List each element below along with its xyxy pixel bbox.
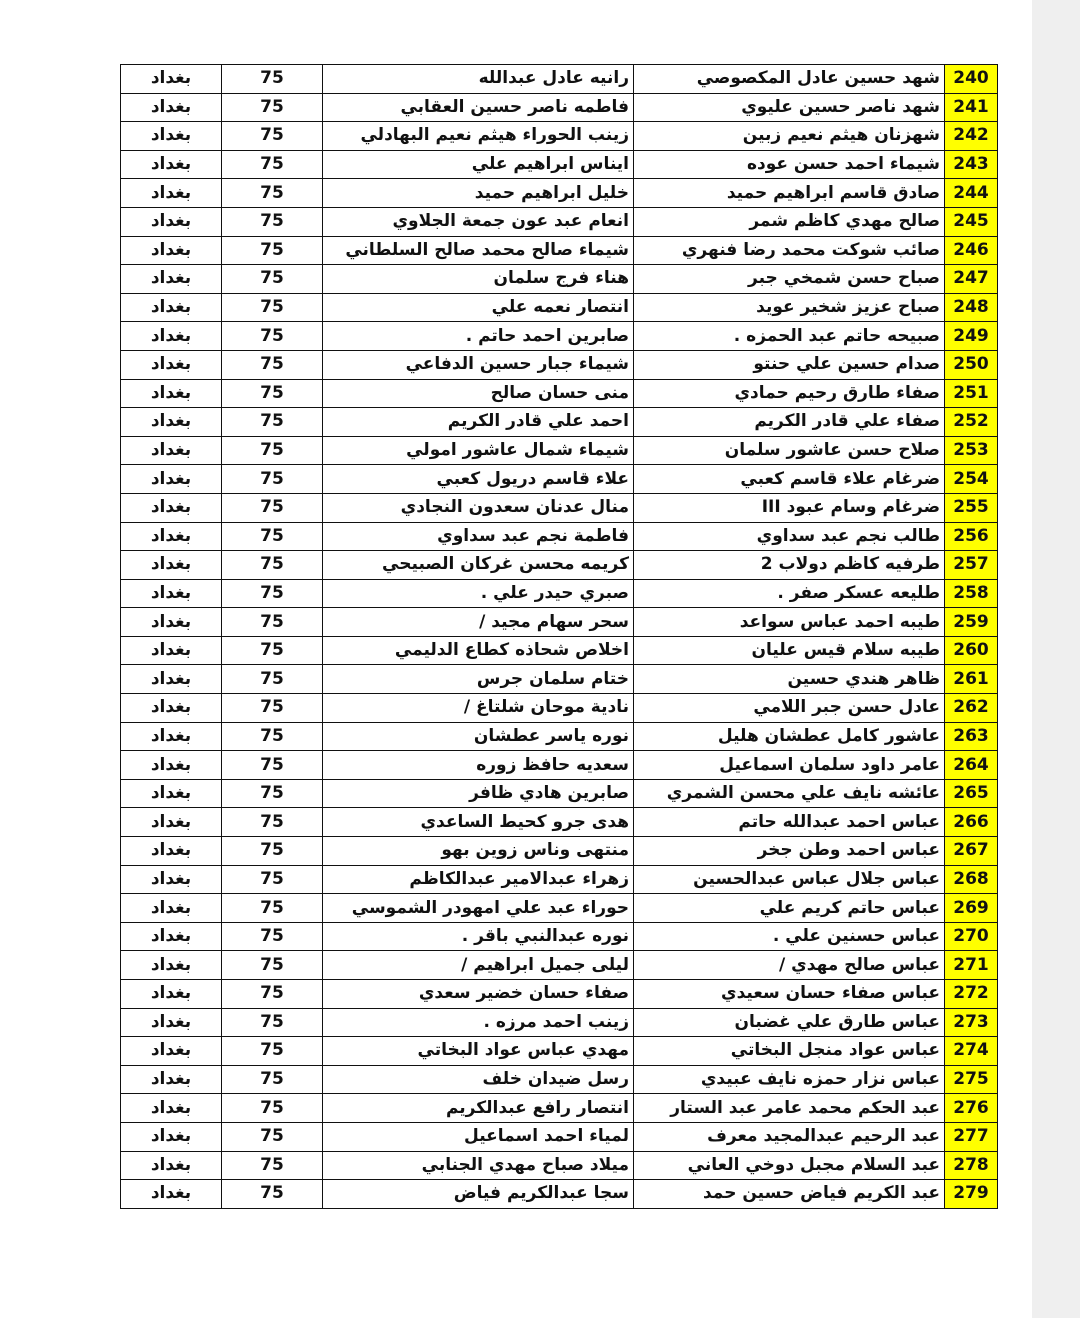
cell-primary-name: عباس حاتم كريم علي — [634, 894, 945, 923]
cell-city: بغداد — [121, 922, 222, 951]
table-row — [121, 207, 998, 236]
cell-city: بغداد — [121, 1037, 222, 1066]
cell-row-number: 273 — [945, 1008, 998, 1037]
table-row — [121, 779, 998, 808]
cell-city: بغداد — [121, 951, 222, 980]
cell-score: 75 — [222, 980, 323, 1009]
table-row — [121, 1037, 998, 1066]
cell-row-number: 253 — [945, 436, 998, 465]
cell-row-number: 266 — [945, 808, 998, 837]
cell-secondary-name: انتصار رافع عبدالكريم — [323, 1094, 634, 1123]
cell-city: بغداد — [121, 551, 222, 580]
cell-score: 75 — [222, 837, 323, 866]
cell-secondary-name: شيماء صالح محمد صالح السلطاني — [323, 236, 634, 265]
cell-city: بغداد — [121, 1094, 222, 1123]
table-row — [121, 293, 998, 322]
cell-primary-name: صفاء علي قادر الكريم — [634, 408, 945, 437]
cell-secondary-name: ليلى جميل ابراهيم / — [323, 951, 634, 980]
cell-city: بغداد — [121, 1008, 222, 1037]
cell-city: بغداد — [121, 522, 222, 551]
cell-score: 75 — [222, 1094, 323, 1123]
cell-score: 75 — [222, 493, 323, 522]
cell-city: بغداد — [121, 93, 222, 122]
cell-primary-name: عباس نزار حمزه نايف عبيدي — [634, 1065, 945, 1094]
cell-row-number: 263 — [945, 722, 998, 751]
cell-city: بغداد — [121, 694, 222, 723]
cell-secondary-name: زينب احمد مرزه . — [323, 1008, 634, 1037]
cell-score: 75 — [222, 1151, 323, 1180]
cell-score: 75 — [222, 722, 323, 751]
table-row — [121, 93, 998, 122]
cell-city: بغداد — [121, 808, 222, 837]
cell-secondary-name: صابرين هادي ظافر — [323, 779, 634, 808]
cell-row-number: 271 — [945, 951, 998, 980]
cell-row-number: 255 — [945, 493, 998, 522]
cell-primary-name: صباح حسن شمخي جبر — [634, 265, 945, 294]
cell-city: بغداد — [121, 636, 222, 665]
cell-score: 75 — [222, 236, 323, 265]
cell-primary-name: صادق قاسم ابراهيم حميد — [634, 179, 945, 208]
cell-city: بغداد — [121, 779, 222, 808]
cell-primary-name: عبد الكريم فياض حسين حمد — [634, 1180, 945, 1209]
cell-secondary-name: فاطمه ناصر حسين العقابي — [323, 93, 634, 122]
cell-secondary-name: انتصار نعمه علي — [323, 293, 634, 322]
cell-primary-name: شهد ناصر حسين عليوي — [634, 93, 945, 122]
cell-city: بغداد — [121, 293, 222, 322]
cell-score: 75 — [222, 150, 323, 179]
cell-row-number: 276 — [945, 1094, 998, 1123]
table-body — [121, 65, 998, 1209]
cell-score: 75 — [222, 808, 323, 837]
cell-secondary-name: سجا عبدالكريم فياض — [323, 1180, 634, 1209]
cell-primary-name: عباس احمد وطن جخر — [634, 837, 945, 866]
table-row — [121, 408, 998, 437]
cell-score: 75 — [222, 265, 323, 294]
table-row — [121, 894, 998, 923]
cell-primary-name: ظاهر هندي حسين — [634, 665, 945, 694]
cell-row-number: 246 — [945, 236, 998, 265]
table-row — [121, 350, 998, 379]
cell-secondary-name: سحر سهام مجيد / — [323, 608, 634, 637]
cell-primary-name: عائشه نايف علي محسن الشمري — [634, 779, 945, 808]
cell-city: بغداد — [121, 722, 222, 751]
cell-primary-name: عباس عواد منجل البخاتي — [634, 1037, 945, 1066]
results-table — [120, 64, 998, 1209]
cell-primary-name: عباس احمد عبدالله حاتم — [634, 808, 945, 837]
cell-score: 75 — [222, 1065, 323, 1094]
cell-score: 75 — [222, 436, 323, 465]
table-row — [121, 1008, 998, 1037]
cell-secondary-name: شيماء جبار حسين الدفاعي — [323, 350, 634, 379]
table-row — [121, 980, 998, 1009]
table-row — [121, 265, 998, 294]
cell-secondary-name: هناء فرج سلمان — [323, 265, 634, 294]
cell-row-number: 257 — [945, 551, 998, 580]
cell-city: بغداد — [121, 465, 222, 494]
cell-primary-name: عباس طارق علي غضبان — [634, 1008, 945, 1037]
cell-score: 75 — [222, 779, 323, 808]
cell-secondary-name: زينب الحوراء هيثم نعيم البهادلي — [323, 122, 634, 151]
table-row — [121, 122, 998, 151]
cell-row-number: 274 — [945, 1037, 998, 1066]
cell-primary-name: عادل حسن جبر اللامي — [634, 694, 945, 723]
cell-secondary-name: نوره ياسر عطشان — [323, 722, 634, 751]
table-row — [121, 551, 998, 580]
cell-row-number: 254 — [945, 465, 998, 494]
cell-city: بغداد — [121, 122, 222, 151]
cell-primary-name: عامر داود سلمان اسماعيل — [634, 751, 945, 780]
cell-city: بغداد — [121, 379, 222, 408]
cell-row-number: 272 — [945, 980, 998, 1009]
cell-row-number: 259 — [945, 608, 998, 637]
cell-city: بغداد — [121, 408, 222, 437]
cell-secondary-name: ختام سلمان جرس — [323, 665, 634, 694]
results-sheet — [120, 64, 989, 1209]
cell-row-number: 277 — [945, 1122, 998, 1151]
cell-primary-name: صالح مهدي كاظم شمر — [634, 207, 945, 236]
table-row — [121, 1065, 998, 1094]
cell-primary-name: شهد حسين عادل المكصوصي — [634, 65, 945, 94]
cell-row-number: 241 — [945, 93, 998, 122]
cell-secondary-name: منال عدنان سعدون النجادي — [323, 493, 634, 522]
cell-score: 75 — [222, 93, 323, 122]
cell-row-number: 275 — [945, 1065, 998, 1094]
cell-score: 75 — [222, 1180, 323, 1209]
cell-primary-name: شيماء احمد حسن عوده — [634, 150, 945, 179]
cell-secondary-name: احمد علي قادر الكريم — [323, 408, 634, 437]
table-row — [121, 236, 998, 265]
cell-city: بغداد — [121, 436, 222, 465]
table-row — [121, 1094, 998, 1123]
table-row — [121, 65, 998, 94]
cell-primary-name: صبيحه حاتم عبد الحمزه . — [634, 322, 945, 351]
cell-score: 75 — [222, 579, 323, 608]
cell-secondary-name: صبري حيدر علي . — [323, 579, 634, 608]
cell-secondary-name: انعام عبد عون جمعة الجلاوي — [323, 207, 634, 236]
cell-row-number: 270 — [945, 922, 998, 951]
cell-secondary-name: مهدي عباس عواد البخاتي — [323, 1037, 634, 1066]
cell-secondary-name: منى حسان صالح — [323, 379, 634, 408]
cell-secondary-name: خليل ابراهيم حميد — [323, 179, 634, 208]
cell-score: 75 — [222, 894, 323, 923]
cell-city: بغداد — [121, 751, 222, 780]
cell-city: بغداد — [121, 865, 222, 894]
cell-secondary-name: صفاء حسان خضير سعدي — [323, 980, 634, 1009]
table-row — [121, 951, 998, 980]
cell-row-number: 243 — [945, 150, 998, 179]
cell-score: 75 — [222, 751, 323, 780]
cell-primary-name: طيبه سلام قيس عليان — [634, 636, 945, 665]
cell-primary-name: ضرغام وسام عبود III — [634, 493, 945, 522]
cell-row-number: 244 — [945, 179, 998, 208]
cell-primary-name: عبد الحكم محمد عامر عبد الستار — [634, 1094, 945, 1123]
cell-row-number: 262 — [945, 694, 998, 723]
cell-row-number: 267 — [945, 837, 998, 866]
cell-secondary-name: سعديه حافظ زوره — [323, 751, 634, 780]
cell-city: بغداد — [121, 665, 222, 694]
cell-score: 75 — [222, 608, 323, 637]
cell-row-number: 250 — [945, 350, 998, 379]
table-row — [121, 322, 998, 351]
cell-primary-name: شهزنان هيثم نعيم زبين — [634, 122, 945, 151]
cell-city: بغداد — [121, 179, 222, 208]
cell-row-number: 261 — [945, 665, 998, 694]
cell-city: بغداد — [121, 894, 222, 923]
cell-city: بغداد — [121, 322, 222, 351]
cell-city: بغداد — [121, 493, 222, 522]
cell-row-number: 251 — [945, 379, 998, 408]
cell-city: بغداد — [121, 350, 222, 379]
cell-secondary-name: نادية موحان شلتاغ / — [323, 694, 634, 723]
table-row — [121, 522, 998, 551]
cell-score: 75 — [222, 465, 323, 494]
cell-score: 75 — [222, 865, 323, 894]
cell-row-number: 256 — [945, 522, 998, 551]
cell-primary-name: عباس صالح مهدي / — [634, 951, 945, 980]
cell-city: بغداد — [121, 265, 222, 294]
cell-score: 75 — [222, 1122, 323, 1151]
table-row — [121, 722, 998, 751]
cell-primary-name: صلاح حسن عاشور سلمان — [634, 436, 945, 465]
table-row — [121, 1122, 998, 1151]
cell-score: 75 — [222, 694, 323, 723]
cell-primary-name: عاشور كامل عطشان هليل — [634, 722, 945, 751]
cell-primary-name: صباح عزيز شخير عويد — [634, 293, 945, 322]
cell-secondary-name: لمياء احمد اسماعيل — [323, 1122, 634, 1151]
cell-score: 75 — [222, 408, 323, 437]
cell-row-number: 268 — [945, 865, 998, 894]
cell-city: بغداد — [121, 1065, 222, 1094]
table-row — [121, 579, 998, 608]
table-row — [121, 808, 998, 837]
table-row — [121, 1151, 998, 1180]
cell-score: 75 — [222, 293, 323, 322]
cell-row-number: 247 — [945, 265, 998, 294]
cell-city: بغداد — [121, 1122, 222, 1151]
cell-primary-name: عباس حسنين علي . — [634, 922, 945, 951]
cell-row-number: 252 — [945, 408, 998, 437]
cell-score: 75 — [222, 122, 323, 151]
cell-city: بغداد — [121, 608, 222, 637]
cell-primary-name: طرفيه كاظم دولاب 2 — [634, 551, 945, 580]
cell-secondary-name: ميلاد صباح مهدي الجنابي — [323, 1151, 634, 1180]
cell-city: بغداد — [121, 207, 222, 236]
cell-secondary-name: رسل ضيدان خلف — [323, 1065, 634, 1094]
cell-row-number: 269 — [945, 894, 998, 923]
table-row — [121, 493, 998, 522]
cell-primary-name: عبد السلام مجبل دوخي العاني — [634, 1151, 945, 1180]
cell-primary-name: صائب شوكت محمد رضا فنهري — [634, 236, 945, 265]
cell-secondary-name: كريمه محسن غركان الصبيحي — [323, 551, 634, 580]
cell-row-number: 279 — [945, 1180, 998, 1209]
cell-score: 75 — [222, 551, 323, 580]
cell-row-number: 249 — [945, 322, 998, 351]
cell-secondary-name: زهراء عبدالامير عبدالكاظم — [323, 865, 634, 894]
cell-row-number: 265 — [945, 779, 998, 808]
cell-primary-name: طليعه عسكر صفر . — [634, 579, 945, 608]
table-row — [121, 751, 998, 780]
table-row — [121, 379, 998, 408]
cell-row-number: 264 — [945, 751, 998, 780]
cell-row-number: 260 — [945, 636, 998, 665]
table-row — [121, 665, 998, 694]
cell-secondary-name: ايناس ابراهيم علي — [323, 150, 634, 179]
table-row — [121, 179, 998, 208]
cell-primary-name: طيبه احمد عباس سواعد — [634, 608, 945, 637]
cell-city: بغداد — [121, 1180, 222, 1209]
cell-secondary-name: فاطمة نجم عبد سداوي — [323, 522, 634, 551]
table-row — [121, 465, 998, 494]
cell-secondary-name: شيماء شمال عاشور امولي — [323, 436, 634, 465]
table-row — [121, 837, 998, 866]
cell-city: بغداد — [121, 65, 222, 94]
table-row — [121, 636, 998, 665]
cell-primary-name: عباس صفاء حسان سعيدي — [634, 980, 945, 1009]
cell-row-number: 245 — [945, 207, 998, 236]
cell-score: 75 — [222, 522, 323, 551]
cell-score: 75 — [222, 322, 323, 351]
cell-row-number: 240 — [945, 65, 998, 94]
cell-secondary-name: هدى جرو كحيط الساعدي — [323, 808, 634, 837]
cell-score: 75 — [222, 179, 323, 208]
table-row — [121, 608, 998, 637]
cell-row-number: 248 — [945, 293, 998, 322]
cell-primary-name: عباس جلال عباس عبدالحسين — [634, 865, 945, 894]
cell-primary-name: عبد الرحيم عبدالمجيد معرف — [634, 1122, 945, 1151]
cell-city: بغداد — [121, 1151, 222, 1180]
cell-score: 75 — [222, 207, 323, 236]
cell-score: 75 — [222, 65, 323, 94]
page-margin-strip — [1032, 0, 1080, 1318]
cell-primary-name: طالب نجم عبد سداوي — [634, 522, 945, 551]
cell-secondary-name: نوره عبدالنبي باقر . — [323, 922, 634, 951]
cell-score: 75 — [222, 922, 323, 951]
cell-city: بغداد — [121, 150, 222, 179]
cell-score: 75 — [222, 636, 323, 665]
cell-score: 75 — [222, 1008, 323, 1037]
cell-primary-name: صفاء طارق رحيم حمادي — [634, 379, 945, 408]
cell-secondary-name: منتهى وناس زوين بهو — [323, 837, 634, 866]
table-row — [121, 922, 998, 951]
cell-row-number: 258 — [945, 579, 998, 608]
cell-score: 75 — [222, 951, 323, 980]
cell-row-number: 242 — [945, 122, 998, 151]
cell-secondary-name: صابرين احمد حاتم . — [323, 322, 634, 351]
cell-score: 75 — [222, 1037, 323, 1066]
cell-secondary-name: حوراء عبد علي امهودر الشموسي — [323, 894, 634, 923]
cell-secondary-name: علاء قاسم دريول كعبي — [323, 465, 634, 494]
cell-city: بغداد — [121, 236, 222, 265]
cell-primary-name: صدام حسين علي حنتو — [634, 350, 945, 379]
cell-score: 75 — [222, 665, 323, 694]
cell-city: بغداد — [121, 837, 222, 866]
table-row — [121, 436, 998, 465]
cell-primary-name: ضرغام علاء قاسم كعبي — [634, 465, 945, 494]
cell-city: بغداد — [121, 579, 222, 608]
table-row — [121, 150, 998, 179]
cell-secondary-name: اخلاص شحاذه كطاع الدليمي — [323, 636, 634, 665]
table-row — [121, 694, 998, 723]
table-row — [121, 865, 998, 894]
cell-row-number: 278 — [945, 1151, 998, 1180]
cell-city: بغداد — [121, 980, 222, 1009]
cell-score: 75 — [222, 350, 323, 379]
cell-secondary-name: رانيه عادل عبدالله — [323, 65, 634, 94]
table-row — [121, 1180, 998, 1209]
cell-score: 75 — [222, 379, 323, 408]
